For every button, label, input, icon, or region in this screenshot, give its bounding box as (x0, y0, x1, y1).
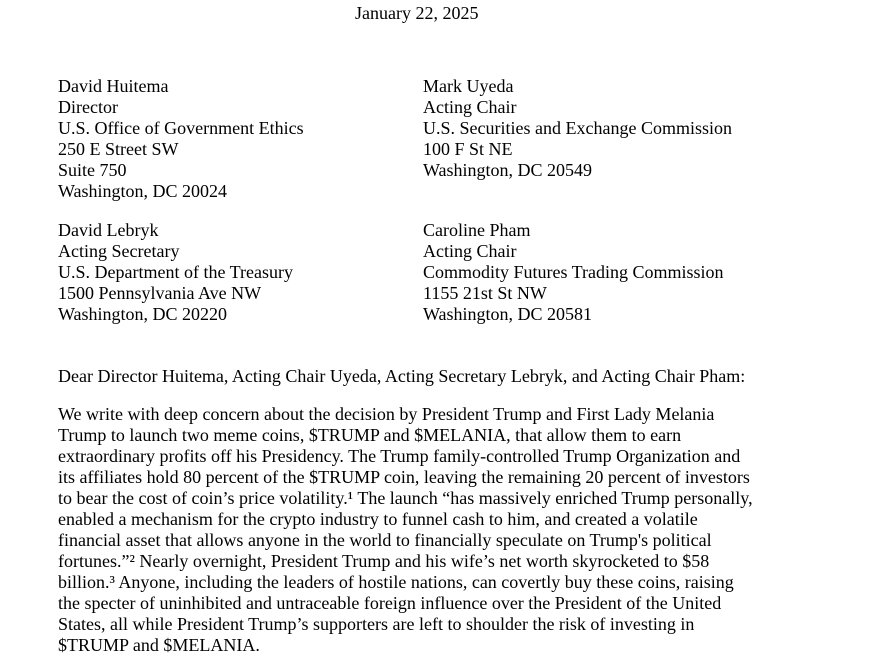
body-line: fortunes.”² Nearly overnight, President Trump and his wife’s net worth skyrocketed to $58 (58, 551, 710, 571)
recipient-title: Acting Chair (423, 241, 517, 261)
recipient-address: 1500 Pennsylvania Ave NW (58, 283, 262, 303)
recipient-address: Washington, DC 20549 (423, 160, 593, 180)
recipient-agency: U.S. Department of the Treasury (58, 262, 293, 282)
recipient-block-huitema (58, 76, 304, 202)
body-line: its affiliates hold 80 percent of the $TRUMP coin, leaving the remaining 20 percent of investors (58, 467, 750, 487)
body-line: We write with deep concern about the decision by President Trump and First Lady Melania (58, 404, 715, 424)
recipient-title: Acting Chair (423, 97, 517, 117)
body-line: enabled a mechanism for the crypto industry to funnel cash to him, and created a volatile (58, 509, 698, 529)
body-line: the specter of uninhibited and untraceable foreign influence over the President of the United (58, 593, 722, 613)
salutation-line: Dear Director Huitema, Acting Chair Uyeda, Acting Secretary Lebryk, and Acting Chair Pham: (58, 366, 746, 386)
recipient-address: Washington, DC 20220 (58, 304, 228, 324)
recipient-address: Washington, DC 20024 (58, 181, 228, 201)
recipient-address: Washington, DC 20581 (423, 304, 593, 324)
body-line: States, all while President Trump’s supporters are left to shoulder the risk of investing in (58, 614, 695, 634)
recipient-title: Director (58, 97, 118, 117)
body-line: billion.³ Anyone, including the leaders of hostile nations, can covertly buy these coins, raising (58, 572, 734, 592)
recipient-name: David Huitema (58, 76, 169, 96)
body-line: financial asset that allows anyone in the world to financially speculate on Trump's political (58, 530, 712, 550)
recipient-address: 100 F St NE (423, 139, 513, 159)
body-line: Trump to launch two meme coins, $TRUMP and $MELANIA, that allow them to earn (58, 425, 682, 445)
recipient-block-lebryk (58, 220, 293, 325)
body-line: to bear the cost of coin’s price volatility.¹ The launch “has massively enriched Trump personally, (58, 488, 753, 508)
recipient-name: David Lebryk (58, 220, 159, 240)
body-line: $TRUMP and $MELANIA. (58, 635, 260, 655)
recipient-address: 250 E Street SW (58, 139, 179, 159)
recipient-name: Mark Uyeda (423, 76, 514, 96)
recipient-agency: U.S. Office of Government Ethics (58, 118, 304, 138)
letter-body (58, 404, 753, 656)
recipient-block-uyeda (423, 76, 732, 181)
recipient-title: Acting Secretary (58, 241, 180, 261)
recipient-address: Suite 750 (58, 160, 127, 180)
recipient-agency: U.S. Securities and Exchange Commission (423, 118, 732, 138)
recipient-agency: Commodity Futures Trading Commission (423, 262, 724, 282)
letter-date: January 22, 2025 (355, 3, 479, 23)
recipient-name: Caroline Pham (423, 220, 531, 240)
recipient-address: 1155 21st St NW (423, 283, 547, 303)
recipient-block-pham (423, 220, 724, 325)
body-line: extraordinary profits off his Presidency. The Trump family-controlled Trump Organization and (58, 446, 741, 466)
